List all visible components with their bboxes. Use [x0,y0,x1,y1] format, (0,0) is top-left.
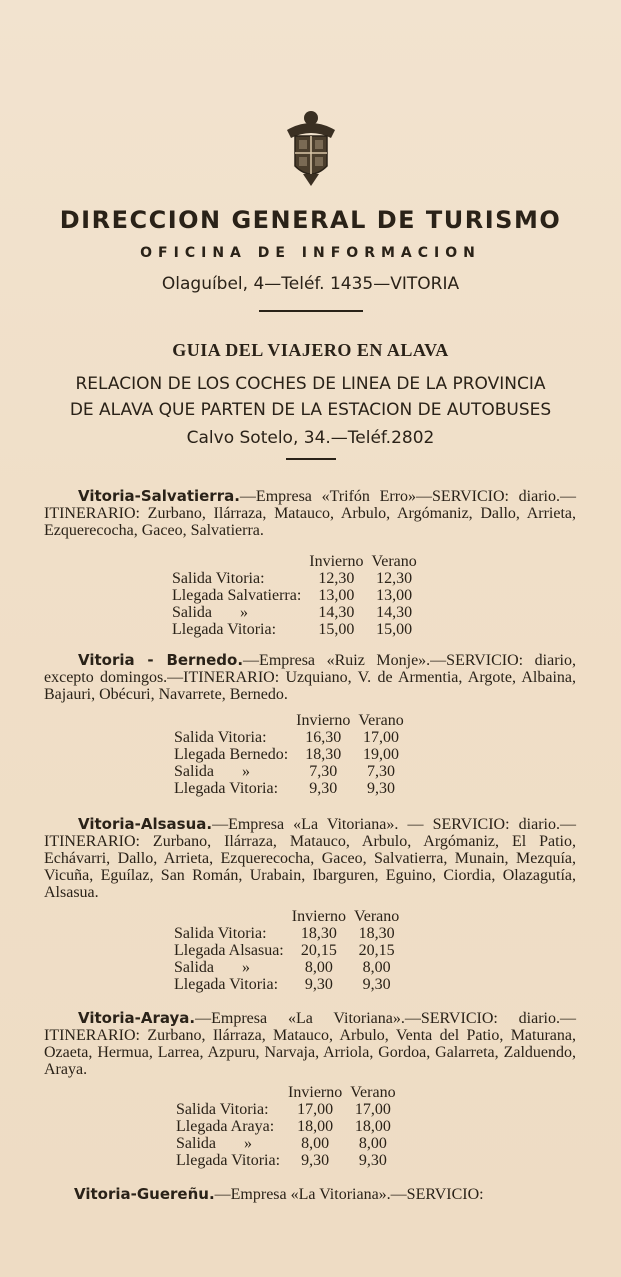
table-row [170,959,403,976]
row-label: Salida » [174,959,250,976]
summer-time: 17,00 [363,729,400,746]
route-entry [44,652,576,703]
guide-line-2: DE ALAVA QUE PARTEN DE LA ESTACION DE AUTOBUSES [69,400,552,420]
winter-time: 17,00 [297,1101,334,1118]
column-header: Invierno [288,1084,343,1101]
column-header: Invierno [309,553,364,570]
summer-time: 8,00 [358,1135,387,1152]
route-description: —Empresa «Trifón Erro»—SERVICIO: diario.—ITINERARIO: Zurbano, Ilárraza, Matauco, Arbulo, Argómaniz, Dallo, Arrieta, Ezquerecocha, Gaceo, Salvatierra. [44,488,576,539]
schedule-table [170,712,408,797]
summer-time: 17,00 [354,1101,391,1118]
row-label: Llegada Vitoria: [172,621,277,638]
guide-line-1: RELACION DE LOS COCHES DE LINEA DE LA PROVINCIA [75,374,546,394]
winter-time: 16,30 [305,729,342,746]
office-subtitle: OFICINA DE INFORMACION [140,245,481,261]
summer-time: 9,30 [367,780,396,797]
route-name: Vitoria - Bernedo. [78,651,244,669]
row-label: Llegada Araya: [176,1118,275,1135]
coat-of-arms-icon [281,108,341,188]
row-label: Llegada Vitoria: [174,780,279,797]
schedule-table [168,553,421,638]
row-label: Llegada Salvatierra: [172,587,302,604]
route-name: Vitoria-Salvatierra. [78,487,240,505]
summer-time: 9,30 [362,976,391,993]
table-row [170,746,408,763]
column-header: Verano [358,712,404,729]
route-description: —Empresa «La Vitoriana».—SERVICIO: [214,1186,484,1203]
divider [286,458,336,460]
table-row [168,621,421,638]
winter-time: 9,30 [301,1152,330,1169]
row-label: Salida » [174,763,250,780]
table-row [170,763,408,780]
row-label: Salida » [176,1135,252,1152]
winter-time: 20,15 [300,942,337,959]
route-name: Vitoria-Araya. [78,1009,196,1027]
route-description: —Empresa «La Vitoriana».—SERVICIO: diario.—ITINERARIO: Zurbano, Ilárraza, Matauco, Arbulo, Venta del Patio, Maturana, Ozaeta, Hermua, Larrea, Azpuru, Narvaja, Arriola, Gordoa, Galarreta, Zalduendo, Araya. [44,1010,576,1078]
summer-time: 20,15 [358,942,395,959]
summer-time: 14,30 [376,604,413,621]
table-row [170,925,403,942]
guide-address: Calvo Sotelo, 34.—Teléf.2802 [186,428,435,448]
row-label: Salida Vitoria: [174,729,267,746]
table-row [172,1118,400,1135]
summer-time: 8,00 [362,959,391,976]
summer-time: 19,00 [363,746,400,763]
route-entry [44,816,576,901]
route-entry [44,1186,576,1203]
winter-time: 18,30 [300,925,337,942]
route-name: Vitoria-Alsasua. [78,815,213,833]
winter-time: 14,30 [318,604,355,621]
winter-time: 8,00 [304,959,333,976]
route-entry [44,1010,576,1078]
column-header: Invierno [291,908,346,925]
summer-time: 9,30 [358,1152,387,1169]
table-row [170,780,408,797]
summer-time: 12,30 [376,570,413,587]
row-label: Llegada Vitoria: [174,976,279,993]
summer-time: 18,00 [354,1118,391,1135]
table-row [168,587,421,604]
schedule-table [170,908,403,993]
row-label: Salida Vitoria: [176,1101,269,1118]
winter-time: 7,30 [309,763,338,780]
row-label: Salida Vitoria: [172,570,265,587]
table-row [170,942,403,959]
column-header: Invierno [296,712,351,729]
table-row [170,976,403,993]
winter-time: 15,00 [318,621,355,638]
schedule-table [172,1084,400,1169]
row-label: Llegada Alsasua: [174,942,284,959]
winter-time: 9,30 [309,780,338,797]
office-title: DIRECCION GENERAL DE TURISMO [59,206,562,234]
column-header: Verano [353,908,400,925]
row-label: Salida » [172,604,248,621]
route-entry [44,488,576,539]
column-header: Verano [350,1084,396,1101]
row-label: Llegada Bernedo: [174,746,289,763]
route-description: —Empresa «La Vitoriana». — SERVICIO: diario.—ITINERARIO: Zurbano, Ilárraza, Matauco, Arbulo, Argómaniz, El Patio, Echávarri, Dallo, Arrieta, Ezquerecocha, Gaceo, Salvatierra, Munain, Mezquía, Vicuña, Eguílaz, San Román, Urabain, Ibarguren, Eguino, Ciordia, Olazagutía, Alsasua. [44,816,576,901]
winter-time: 18,30 [305,746,342,763]
table-row [172,1135,400,1152]
summer-time: 7,30 [367,763,396,780]
summer-time: 13,00 [376,587,413,604]
guide-title: GUIA DEL VIAJERO EN ALAVA [172,340,449,360]
route-name: Vitoria-Guereñu. [74,1185,215,1203]
winter-time: 8,00 [301,1135,330,1152]
summer-time: 18,30 [358,925,395,942]
winter-time: 18,00 [297,1118,334,1135]
table-row [168,604,421,621]
table-row [170,729,408,746]
table-row [172,1152,400,1169]
summer-time: 15,00 [376,621,413,638]
column-header: Verano [371,553,417,570]
row-label: Llegada Vitoria: [176,1152,281,1169]
divider [259,310,363,312]
winter-time: 9,30 [304,976,333,993]
route-description: —Empresa «Ruiz Monje».—SERVICIO: diario, excepto domingos.—ITINERARIO: Uzquiano, V. de Armentia, Argote, Albaina, Bajauri, Obécuri, Navarrete, Bernedo. [44,652,577,703]
winter-time: 12,30 [318,570,355,587]
table-row [172,1101,400,1118]
office-address: Olaguíbel, 4—Teléf. 1435—VITORIA [161,274,460,294]
winter-time: 13,00 [318,587,355,604]
table-row [168,570,421,587]
row-label: Salida Vitoria: [174,925,267,942]
